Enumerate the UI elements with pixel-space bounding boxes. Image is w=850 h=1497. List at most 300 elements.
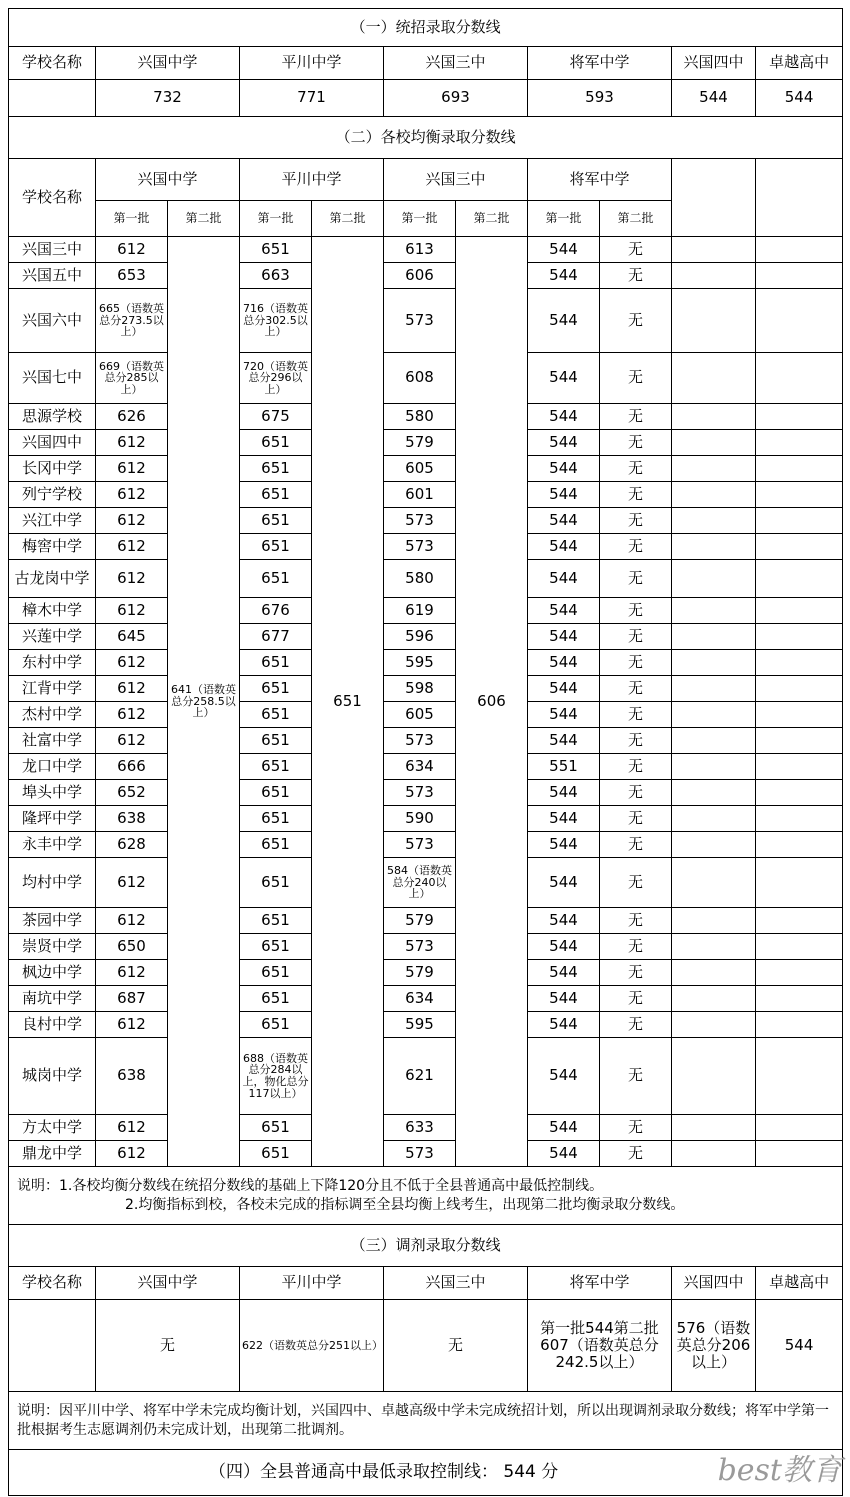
empty-cell [756, 780, 843, 806]
school-row [9, 482, 843, 508]
school-row [9, 560, 843, 598]
xingguo-batch1-score: 653 [96, 263, 168, 289]
pingchuan-batch1-score: 651 [240, 960, 312, 986]
empty-cell [672, 986, 756, 1012]
sanzhong-batch1-score: 584（语数英总分240以上） [384, 858, 456, 908]
school-name: 鼎龙中学 [9, 1141, 96, 1167]
section-1-header-cell: 兴国中学 [96, 47, 240, 80]
empty-cell [756, 353, 843, 404]
section-3-header-cell: 兴国三中 [384, 1267, 528, 1300]
school-row [9, 598, 843, 624]
empty-cell [672, 1038, 756, 1115]
pingchuan-batch1-score: 716（语数英总分302.5以上） [240, 289, 312, 353]
pingchuan-batch1-score: 651 [240, 430, 312, 456]
sanzhong-batch1-score: 573 [384, 534, 456, 560]
xingguo-batch1-score: 638 [96, 806, 168, 832]
pingchuan-batch1-score: 651 [240, 676, 312, 702]
jiangjun-batch1-score: 544 [528, 624, 600, 650]
xingguo-batch1-score: 612 [96, 728, 168, 754]
xingguo-batch1-score: 687 [96, 986, 168, 1012]
empty-cell [672, 1115, 756, 1141]
xingguo-batch1-score: 665（语数英总分273.5以上） [96, 289, 168, 353]
empty-cell [756, 534, 843, 560]
xingguo-batch1-score: 612 [96, 482, 168, 508]
sanzhong-batch1-score: 598 [384, 676, 456, 702]
school-name: 东村中学 [9, 650, 96, 676]
jiangjun-batch2-score: 无 [600, 806, 672, 832]
batch-2-label: 第二批 [456, 201, 528, 237]
school-row [9, 754, 843, 780]
xingguo-batch1-score: 612 [96, 1012, 168, 1038]
section-2-header-cell: 学校名称 [9, 159, 96, 237]
empty-cell [756, 728, 843, 754]
jiangjun-batch2-score: 无 [600, 289, 672, 353]
section-3-title-row [9, 1225, 843, 1267]
jiangjun-batch2-score: 无 [600, 1012, 672, 1038]
section-3-header-cell: 兴国四中 [672, 1267, 756, 1300]
school-name: 兴江中学 [9, 508, 96, 534]
jiangjun-batch2-score: 无 [600, 858, 672, 908]
school-name: 龙口中学 [9, 754, 96, 780]
empty-cell [756, 1115, 843, 1141]
school-name: 杰村中学 [9, 702, 96, 728]
school-row [9, 430, 843, 456]
empty-cell [672, 754, 756, 780]
pingchuan-batch1-score: 675 [240, 404, 312, 430]
school-row [9, 676, 843, 702]
jiangjun-batch1-score: 544 [528, 456, 600, 482]
school-row [9, 650, 843, 676]
school-name: 茶园中学 [9, 908, 96, 934]
jiangjun-batch1-score: 544 [528, 560, 600, 598]
empty-cell [756, 1141, 843, 1167]
jiangjun-batch1-score: 544 [528, 728, 600, 754]
jiangjun-batch2-score: 无 [600, 832, 672, 858]
empty-cell [672, 624, 756, 650]
section-3-value-cell: 576（语数英总分206以上） [672, 1300, 756, 1392]
section-3-value-cell: 第一批544第二批607（语数英总分242.5以上） [528, 1300, 672, 1392]
xingguo-batch1-score: 612 [96, 534, 168, 560]
empty-cell [672, 1141, 756, 1167]
sanzhong-batch1-score: 573 [384, 1141, 456, 1167]
jiangjun-batch1-score: 544 [528, 237, 600, 263]
xingguo-batch2-score: 641（语数英总分258.5以上） [168, 237, 240, 1167]
jiangjun-batch1-score: 544 [528, 986, 600, 1012]
jiangjun-batch2-score: 无 [600, 263, 672, 289]
section-2-note-row [9, 1167, 843, 1225]
jiangjun-batch1-score: 544 [528, 650, 600, 676]
pingchuan-batch1-score: 651 [240, 560, 312, 598]
section-1-score-row [9, 80, 843, 117]
jiangjun-batch2-score: 无 [600, 430, 672, 456]
jiangjun-batch1-score: 544 [528, 1141, 600, 1167]
school-row [9, 624, 843, 650]
batch-1-label: 第一批 [96, 201, 168, 237]
section-3-title: （三）调剂录取分数线 [9, 1225, 843, 1267]
empty-cell [672, 456, 756, 482]
empty-cell [672, 832, 756, 858]
section-3-header-cell: 兴国中学 [96, 1267, 240, 1300]
jiangjun-batch2-score: 无 [600, 934, 672, 960]
section-1-header-cell: 将军中学 [528, 47, 672, 80]
xingguo-batch1-score: 612 [96, 508, 168, 534]
empty-cell [756, 159, 843, 237]
sanzhong-batch1-score: 573 [384, 289, 456, 353]
school-name: 古龙岗中学 [9, 560, 96, 598]
school-row [9, 960, 843, 986]
xingguo-batch1-score: 652 [96, 780, 168, 806]
xingguo-batch1-score: 626 [96, 404, 168, 430]
school-name: 方太中学 [9, 1115, 96, 1141]
xingguo-batch1-score: 612 [96, 237, 168, 263]
jiangjun-batch1-score: 544 [528, 598, 600, 624]
jiangjun-batch2-score: 无 [600, 560, 672, 598]
school-row [9, 934, 843, 960]
section-3-header-cell: 学校名称 [9, 1267, 96, 1300]
school-row [9, 289, 843, 353]
jiangjun-batch1-score: 544 [528, 702, 600, 728]
xingguo-batch1-score: 628 [96, 832, 168, 858]
school-row [9, 1141, 843, 1167]
school-row [9, 1012, 843, 1038]
xingguo-batch1-score: 612 [96, 650, 168, 676]
empty-cell [756, 289, 843, 353]
jiangjun-batch1-score: 544 [528, 832, 600, 858]
section-3-header-row [9, 1267, 843, 1300]
empty-cell [672, 353, 756, 404]
empty-cell [672, 430, 756, 456]
xingguo-batch1-score: 612 [96, 858, 168, 908]
section-1-score-cell: 693 [384, 80, 528, 117]
pingchuan-batch1-score: 651 [240, 832, 312, 858]
school-name: 兴国七中 [9, 353, 96, 404]
empty-cell [756, 237, 843, 263]
jiangjun-batch2-score: 无 [600, 456, 672, 482]
sanzhong-batch1-score: 573 [384, 934, 456, 960]
school-row [9, 353, 843, 404]
section-1-score-cell: 544 [756, 80, 843, 117]
section-2-title: （二）各校均衡录取分数线 [9, 117, 843, 159]
section-1-header-cell: 兴国四中 [672, 47, 756, 80]
xingguo-batch1-score: 612 [96, 456, 168, 482]
school-row [9, 456, 843, 482]
pingchuan-batch1-score: 651 [240, 508, 312, 534]
section-2-header-row [9, 159, 843, 201]
section-1-score-cell: 593 [528, 80, 672, 117]
empty-cell [672, 676, 756, 702]
empty-cell [672, 482, 756, 508]
empty-cell [756, 508, 843, 534]
empty-cell [756, 263, 843, 289]
empty-cell [672, 934, 756, 960]
school-name: 兴国五中 [9, 263, 96, 289]
sanzhong-batch1-score: 596 [384, 624, 456, 650]
school-name: 埠头中学 [9, 780, 96, 806]
school-name: 思源学校 [9, 404, 96, 430]
school-row [9, 702, 843, 728]
section-2-header-cell: 兴国中学 [96, 159, 240, 201]
jiangjun-batch1-score: 551 [528, 754, 600, 780]
jiangjun-batch1-score: 544 [528, 289, 600, 353]
jiangjun-batch1-score: 544 [528, 908, 600, 934]
empty-cell [756, 908, 843, 934]
jiangjun-batch1-score: 544 [528, 508, 600, 534]
empty-cell [756, 404, 843, 430]
pingchuan-batch1-score: 651 [240, 1141, 312, 1167]
pingchuan-batch1-score: 688（语数英总分284以上，物化总分117以上） [240, 1038, 312, 1115]
empty-cell [672, 960, 756, 986]
school-row [9, 237, 843, 263]
school-row [9, 806, 843, 832]
empty-cell [756, 858, 843, 908]
section-3-value-row [9, 1300, 843, 1392]
section-3-value-cell: 无 [96, 1300, 240, 1392]
batch-1-label: 第一批 [240, 201, 312, 237]
pingchuan-batch1-score: 651 [240, 1115, 312, 1141]
empty-cell [756, 1038, 843, 1115]
sanzhong-batch1-score: 605 [384, 702, 456, 728]
jiangjun-batch1-score: 544 [528, 1038, 600, 1115]
batch-2-label: 第二批 [600, 201, 672, 237]
jiangjun-batch1-score: 544 [528, 960, 600, 986]
xingguo-batch1-score: 650 [96, 934, 168, 960]
jiangjun-batch2-score: 无 [600, 676, 672, 702]
xingguo-batch1-score: 638 [96, 1038, 168, 1115]
jiangjun-batch2-score: 无 [600, 960, 672, 986]
school-row [9, 908, 843, 934]
empty-cell [756, 986, 843, 1012]
jiangjun-batch2-score: 无 [600, 754, 672, 780]
school-name: 南坑中学 [9, 986, 96, 1012]
empty-cell [672, 237, 756, 263]
school-row [9, 728, 843, 754]
sanzhong-batch1-score: 605 [384, 456, 456, 482]
section-2-note [9, 1167, 843, 1225]
empty-cell [672, 534, 756, 560]
pingchuan-batch1-score: 651 [240, 456, 312, 482]
empty-cell [756, 598, 843, 624]
xingguo-batch1-score: 669（语数英总分285以上） [96, 353, 168, 404]
sanzhong-batch1-score: 573 [384, 728, 456, 754]
school-name: 梅窖中学 [9, 534, 96, 560]
admission-score-table [8, 8, 843, 1496]
empty-cell [672, 1012, 756, 1038]
pingchuan-batch1-score: 651 [240, 482, 312, 508]
school-name: 均村中学 [9, 858, 96, 908]
sanzhong-batch1-score: 579 [384, 430, 456, 456]
sanzhong-batch1-score: 606 [384, 263, 456, 289]
empty-cell [672, 728, 756, 754]
jiangjun-batch2-score: 无 [600, 1141, 672, 1167]
jiangjun-batch1-score: 544 [528, 404, 600, 430]
jiangjun-batch2-score: 无 [600, 624, 672, 650]
jiangjun-batch2-score: 无 [600, 1115, 672, 1141]
section-3-note-row [9, 1392, 843, 1450]
school-row [9, 1038, 843, 1115]
jiangjun-batch2-score: 无 [600, 986, 672, 1012]
empty-cell [672, 598, 756, 624]
jiangjun-batch2-score: 无 [600, 482, 672, 508]
sanzhong-batch1-score: 579 [384, 908, 456, 934]
xingguo-batch1-score: 612 [96, 960, 168, 986]
school-row [9, 858, 843, 908]
empty-cell [672, 780, 756, 806]
sanzhong-batch1-score: 590 [384, 806, 456, 832]
school-name: 列宁学校 [9, 482, 96, 508]
empty-cell [756, 806, 843, 832]
sanzhong-batch1-score: 573 [384, 832, 456, 858]
batch-2-label: 第二批 [168, 201, 240, 237]
pingchuan-batch1-score: 651 [240, 702, 312, 728]
jiangjun-batch1-score: 544 [528, 676, 600, 702]
school-name: 兴国三中 [9, 237, 96, 263]
batch-1-label: 第一批 [528, 201, 600, 237]
note-line-1: 说明：1.各校均衡分数线在统招分数线的基础上下降120分且不低于全县普通高中最低控制线。 [17, 1177, 604, 1194]
section-3-header-cell: 平川中学 [240, 1267, 384, 1300]
jiangjun-batch1-score: 544 [528, 353, 600, 404]
sanzhong-batch1-score: 633 [384, 1115, 456, 1141]
school-row [9, 508, 843, 534]
xingguo-batch1-score: 612 [96, 908, 168, 934]
section-1-title-row [9, 9, 843, 47]
school-row [9, 780, 843, 806]
section-2-header-cell: 平川中学 [240, 159, 384, 201]
sanzhong-batch1-score: 580 [384, 404, 456, 430]
sanzhong-batch1-score: 580 [384, 560, 456, 598]
school-row [9, 534, 843, 560]
school-name: 兴国六中 [9, 289, 96, 353]
jiangjun-batch2-score: 无 [600, 650, 672, 676]
sanzhong-batch1-score: 573 [384, 780, 456, 806]
jiangjun-batch1-score: 544 [528, 806, 600, 832]
empty-cell [672, 289, 756, 353]
pingchuan-batch1-score: 663 [240, 263, 312, 289]
section-1-header-cell: 卓越高中 [756, 47, 843, 80]
empty-cell [756, 702, 843, 728]
note-line-2: 2.均衡指标到校，各校未完成的指标调至全县均衡上线考生，出现第二批均衡录取分数线。 [125, 1196, 685, 1213]
jiangjun-batch2-score: 无 [600, 1038, 672, 1115]
sanzhong-batch1-score: 634 [384, 754, 456, 780]
school-row [9, 1115, 843, 1141]
pingchuan-batch1-score: 651 [240, 934, 312, 960]
section-1-score-cell: 544 [672, 80, 756, 117]
section-1-header-cell: 平川中学 [240, 47, 384, 80]
school-name: 社富中学 [9, 728, 96, 754]
section-2-header-cell: 将军中学 [528, 159, 672, 201]
pingchuan-batch1-score: 651 [240, 237, 312, 263]
empty-cell [672, 263, 756, 289]
pingchuan-batch1-score: 651 [240, 780, 312, 806]
section-4-title: （四）全县普通高中最低录取控制线： 544 分 [9, 1450, 843, 1496]
sanzhong-batch1-score: 613 [384, 237, 456, 263]
empty-cell [756, 1012, 843, 1038]
school-name: 樟木中学 [9, 598, 96, 624]
jiangjun-batch2-score: 无 [600, 702, 672, 728]
jiangjun-batch1-score: 544 [528, 858, 600, 908]
jiangjun-batch2-score: 无 [600, 728, 672, 754]
pingchuan-batch1-score: 720（语数英总分296以上） [240, 353, 312, 404]
empty-cell [672, 650, 756, 676]
xingguo-batch1-score: 612 [96, 598, 168, 624]
batch-2-label: 第二批 [312, 201, 384, 237]
sanzhong-batch1-score: 573 [384, 508, 456, 534]
school-row [9, 404, 843, 430]
section-1-title: （一）统招录取分数线 [9, 9, 843, 47]
sanzhong-batch1-score: 619 [384, 598, 456, 624]
jiangjun-batch2-score: 无 [600, 908, 672, 934]
empty-cell [672, 858, 756, 908]
jiangjun-batch2-score: 无 [600, 508, 672, 534]
xingguo-batch1-score: 612 [96, 1115, 168, 1141]
sanzhong-batch1-score: 608 [384, 353, 456, 404]
xingguo-batch1-score: 612 [96, 430, 168, 456]
empty-cell [672, 908, 756, 934]
xingguo-batch1-score: 612 [96, 1141, 168, 1167]
section-3-note: 说明：因平川中学、将军中学未完成均衡计划，兴国四中、卓越高级中学未完成统招计划，所以出现调剂录取分数线；将军中学第一批根据考生志愿调剂仍未完成计划，出现第二批调剂。 [9, 1392, 843, 1450]
section-1-score-cell: 732 [96, 80, 240, 117]
section-1-header-row [9, 47, 843, 80]
section-3-value-cell: 622（语数英总分251以上） [240, 1300, 384, 1392]
jiangjun-batch2-score: 无 [600, 780, 672, 806]
empty-cell [756, 482, 843, 508]
pingchuan-batch1-score: 651 [240, 1012, 312, 1038]
jiangjun-batch1-score: 544 [528, 934, 600, 960]
jiangjun-batch1-score: 544 [528, 482, 600, 508]
school-name: 兴莲中学 [9, 624, 96, 650]
pingchuan-batch1-score: 677 [240, 624, 312, 650]
empty-cell [756, 676, 843, 702]
sanzhong-batch1-score: 579 [384, 960, 456, 986]
school-row [9, 832, 843, 858]
section-3-header-cell: 将军中学 [528, 1267, 672, 1300]
section-3-value-cell: 544 [756, 1300, 843, 1392]
section-3-value-cell [9, 1300, 96, 1392]
jiangjun-batch1-score: 544 [528, 780, 600, 806]
empty-cell [756, 650, 843, 676]
section-1-score-cell: 771 [240, 80, 384, 117]
jiangjun-batch1-score: 544 [528, 1012, 600, 1038]
empty-cell [672, 508, 756, 534]
watermark-logo: best教育 [717, 1453, 842, 1488]
school-name: 长冈中学 [9, 456, 96, 482]
school-name: 枫边中学 [9, 960, 96, 986]
empty-cell [672, 702, 756, 728]
xingguo-batch1-score: 612 [96, 702, 168, 728]
empty-cell [756, 624, 843, 650]
empty-cell [672, 404, 756, 430]
sanzhong-batch1-score: 595 [384, 650, 456, 676]
empty-cell [672, 159, 756, 237]
section-3-header-cell: 卓越高中 [756, 1267, 843, 1300]
jiangjun-batch2-score: 无 [600, 353, 672, 404]
empty-cell [756, 456, 843, 482]
empty-cell [756, 960, 843, 986]
sanzhong-batch1-score: 601 [384, 482, 456, 508]
pingchuan-batch1-score: 651 [240, 806, 312, 832]
jiangjun-batch1-score: 544 [528, 534, 600, 560]
school-name: 良村中学 [9, 1012, 96, 1038]
section-2-header-cell: 兴国三中 [384, 159, 528, 201]
xingguo-batch1-score: 612 [96, 560, 168, 598]
school-name: 永丰中学 [9, 832, 96, 858]
pingchuan-batch1-score: 651 [240, 534, 312, 560]
school-name: 城岗中学 [9, 1038, 96, 1115]
jiangjun-batch1-score: 544 [528, 263, 600, 289]
section-1-header-cell: 兴国三中 [384, 47, 528, 80]
pingchuan-batch1-score: 651 [240, 858, 312, 908]
sanzhong-batch1-score: 634 [384, 986, 456, 1012]
xingguo-batch1-score: 666 [96, 754, 168, 780]
